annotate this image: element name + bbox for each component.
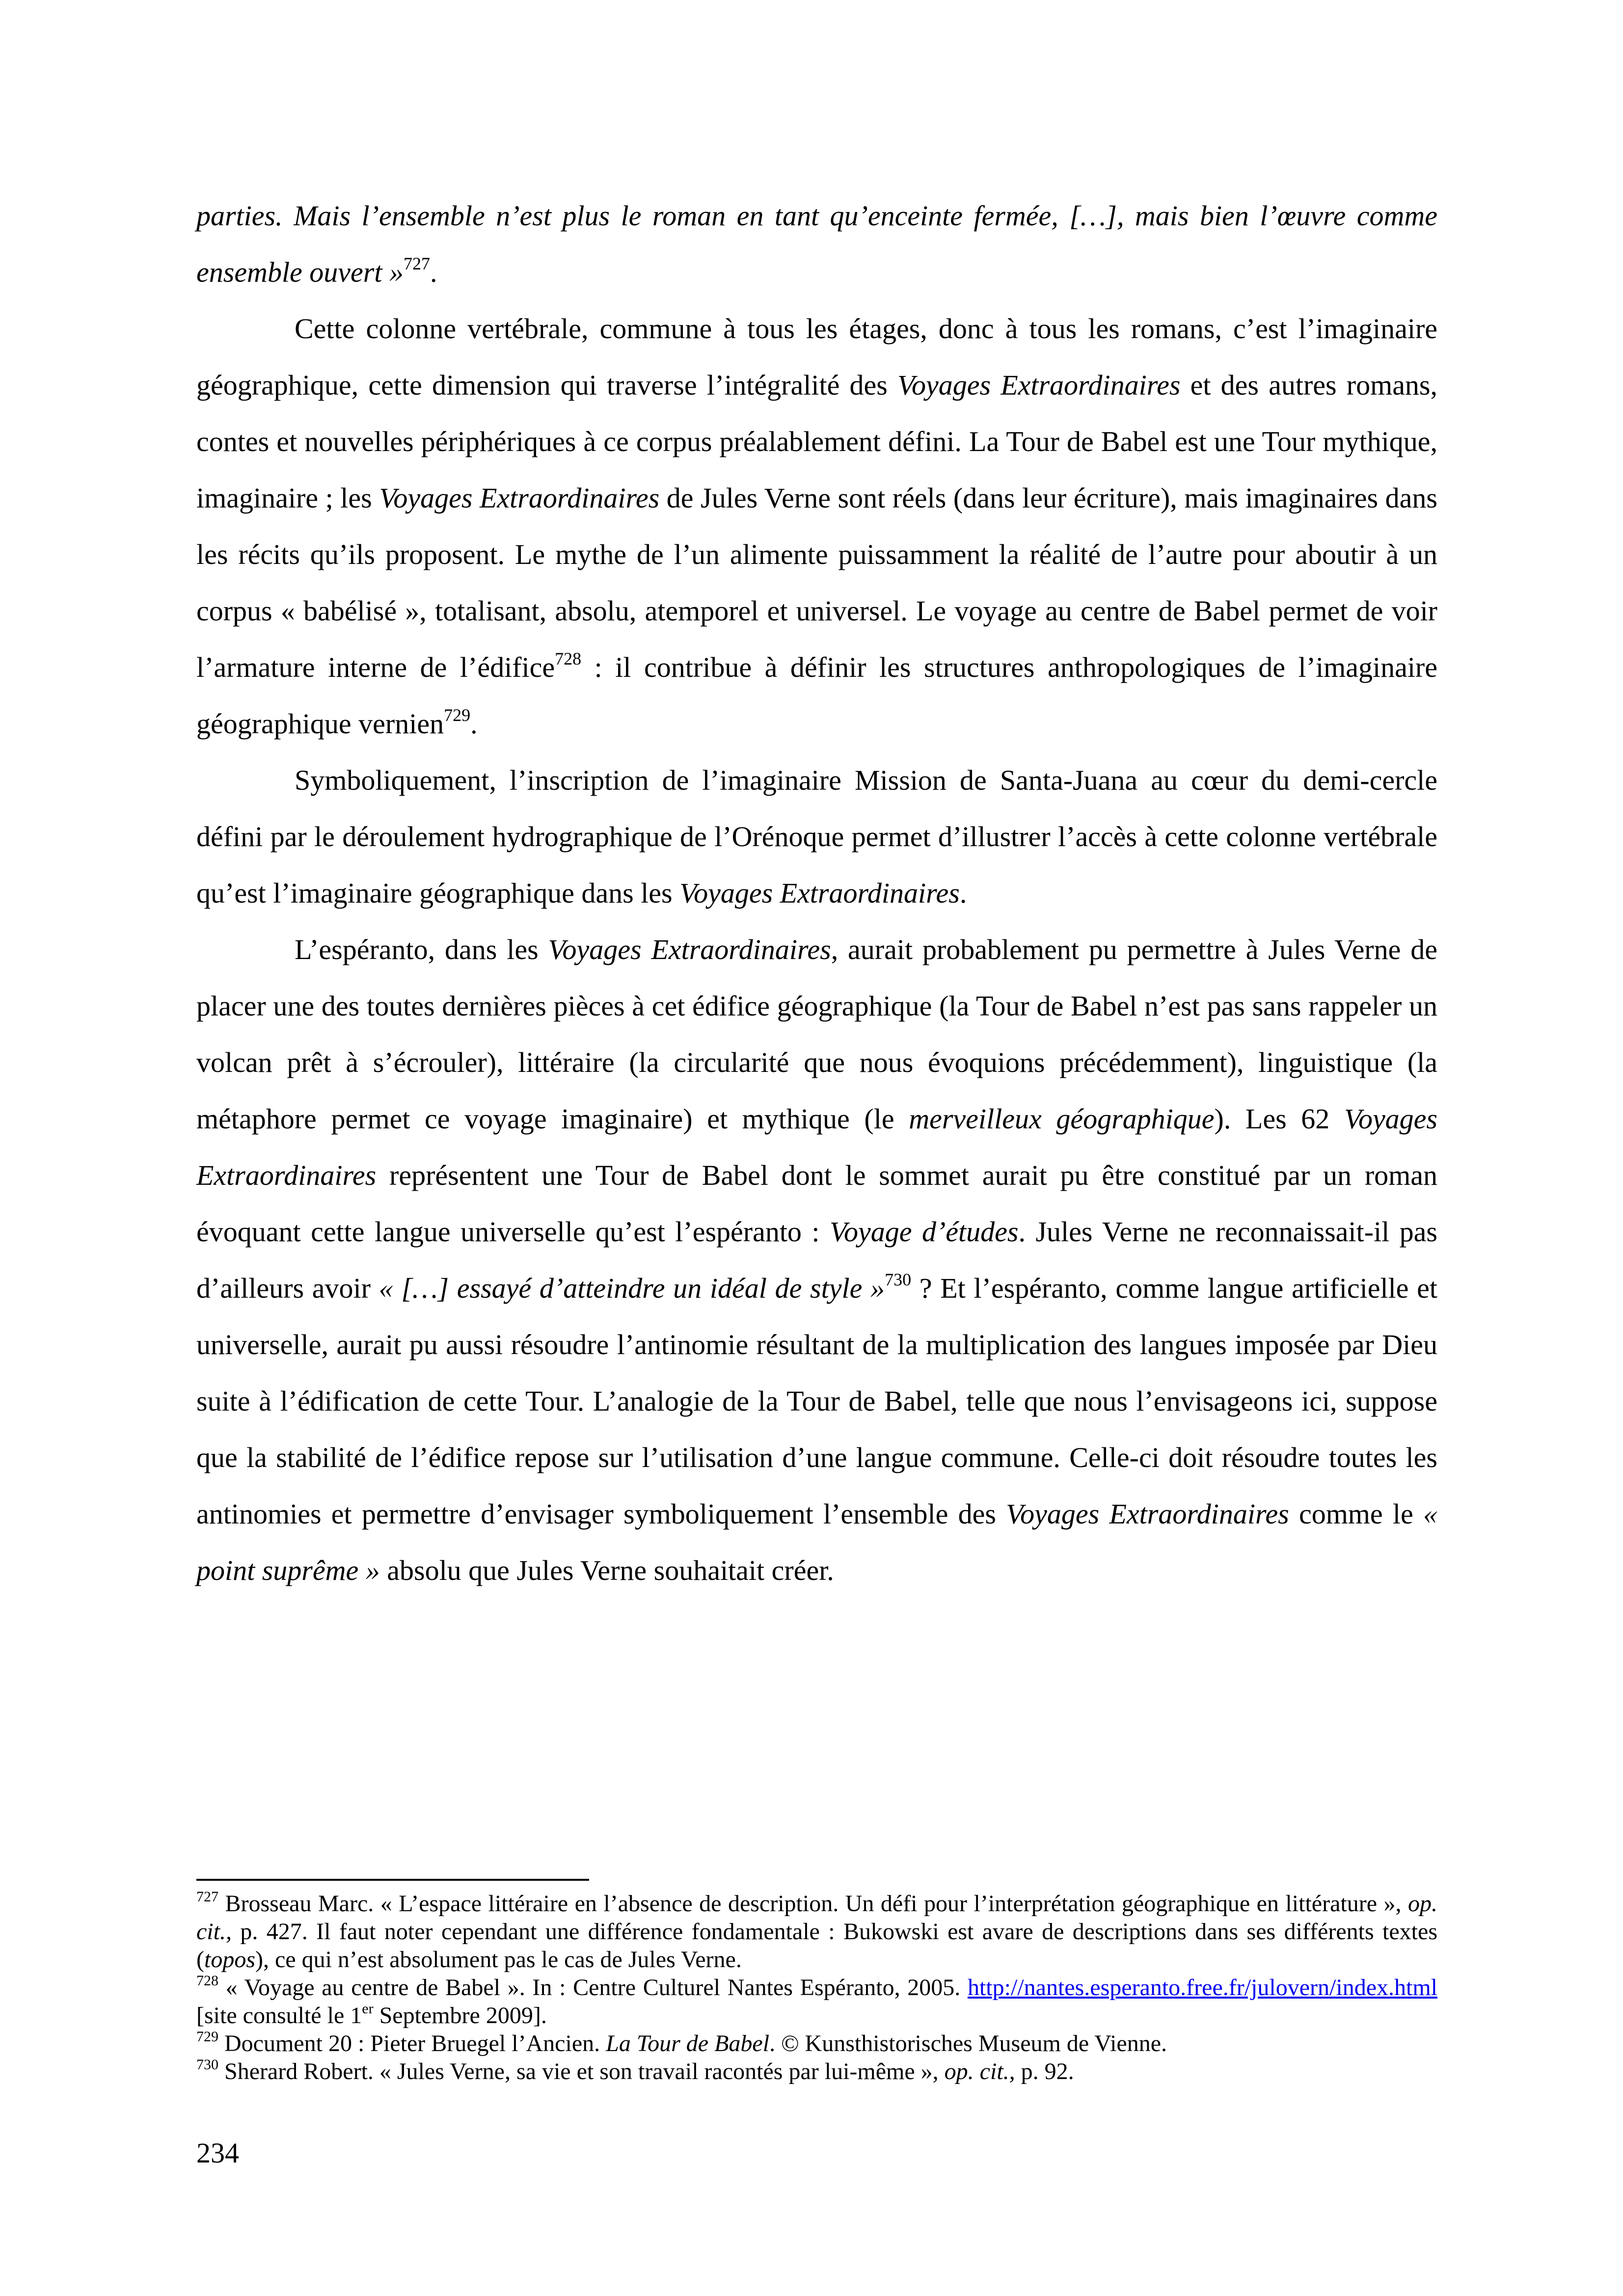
footnote-marker: 730: [885, 1270, 912, 1289]
body-paragraph: [196, 752, 1437, 921]
text-run: p. 427. Il faut noter cependant une différence fondamentale : Bukowski est avare de descriptions dans ses différents textes (: [196, 1919, 1437, 1973]
italic-text: Voyages Extraordinaires: [1006, 1498, 1289, 1530]
text-run: Document 20 : Pieter Bruegel l’Ancien.: [218, 2030, 606, 2056]
footnote-link[interactable]: http://nantes.esperanto.free.fr/julovern/index.html: [967, 1975, 1437, 2001]
footnote: [196, 1890, 1437, 1974]
italic-text: topos: [204, 1947, 255, 1973]
text-run: et des autres romans, contes et nouvelles périphériques à ce corpus préalablement défini. La Tour de Babel est une Tour mythique, imaginaire ; les: [196, 369, 1438, 514]
text-run: « Voyage au centre de Babel ». In : Centre Culturel Nantes Espéranto, 2005.: [218, 1975, 968, 2001]
body-paragraph: [196, 921, 1437, 1599]
text-run: Cette colonne vertébrale, commune à tous les étages, donc à tous les romans, c’est l’imaginaire géographique, cette dimension qui traverse l’intégralité des: [196, 313, 1437, 401]
text-run: Sherard Robert. « Jules Verne, sa vie et son travail racontés par lui-même »,: [218, 2058, 945, 2084]
text-run: .: [470, 708, 478, 740]
text-run: . Jules Verne ne reconnaissait-il pas d’ailleurs avoir: [196, 1216, 1437, 1304]
italic-text: « point suprême »: [196, 1498, 1437, 1586]
text-run: ), ce qui n’est absolument pas le cas de Jules Verne.: [255, 1947, 742, 1973]
text-run: .: [430, 256, 437, 288]
italic-text: Voyages Extraordinaires: [548, 934, 831, 965]
text-run: de Jules Verne sont réels (dans leur écriture), mais imaginaires dans les récits qu’ils proposent. Le mythe de l’un alimente puissamment la réalité de l’autre pour aboutir à un corpus « babélisé », totalisant, absolu, atemporel et universel. Le voyage au centre de Babel permet de voir l’armature interne de l’édifice: [196, 482, 1437, 683]
page-number: 234: [196, 2137, 239, 2169]
text-run: p. 92.: [1015, 2058, 1074, 2084]
footnote-marker: 730: [196, 2056, 218, 2073]
footnote-marker: er: [362, 2001, 374, 2017]
italic-text: Voyages Extraordinaires: [379, 482, 660, 514]
body-paragraph: [196, 300, 1437, 752]
text-run: .: [959, 877, 967, 909]
footnote-marker: 728: [196, 1973, 218, 1989]
italic-text: Voyages Extraordinaires: [196, 1103, 1437, 1191]
text-run: ? Et l’espéranto, comme langue artificielle et universelle, aurait pu aussi résoudre l’antinomie résultant de la multiplication des langues imposée par Dieu suite à l’édification de cette Tour. L’analogie de la Tour de Babel, telle que nous l’envisageons ici, suppose que la stabilité de l’édifice repose sur l’utilisation d’une langue commune. Celle-ci doit résoudre toutes les antinomies et permettre d’envisager symboliquement l’ensemble des: [196, 1272, 1438, 1530]
text-run: absolu que Jules Verne souhaitait créer.: [379, 1554, 834, 1586]
italic-text: « […] essayé d’atteindre un idéal de style »: [379, 1272, 885, 1304]
italic-text: merveilleux géographique: [909, 1103, 1215, 1135]
footnote-marker: 729: [444, 705, 471, 725]
text-run: , aurait probablement pu permettre à Jules Verne de placer une des toutes dernières pièces à cet édifice géographique (la Tour de Babel n’est pas sans rappeler un volcan prêt à s’écrouler), littéraire (la circularité que nous évoquions précédemment), linguistique (la métaphore permet ce voyage imaginaire) et mythique (le: [196, 934, 1437, 1135]
footnote: [196, 2029, 1437, 2057]
footnote-separator: [196, 1879, 589, 1881]
italic-text: op. cit.,: [196, 1891, 1437, 1945]
body-text: [196, 187, 1437, 1599]
footnote-marker: 727: [403, 254, 430, 273]
footnote-marker: 728: [555, 649, 582, 668]
text-run: . © Kunsthistorisches Museum de Vienne.: [769, 2030, 1167, 2056]
italic-text: Voyage d’études: [830, 1216, 1019, 1248]
text-run: Septembre 2009].: [373, 2002, 547, 2029]
body-paragraph: [196, 187, 1437, 300]
footnote: [196, 2057, 1437, 2085]
footnote: [196, 1974, 1437, 2029]
text-run: [site consulté le 1: [196, 2002, 362, 2029]
text-run: : il contribue à définir les structures anthropologiques de l’imaginaire géographique vernien: [196, 651, 1437, 740]
italic-text: Voyages Extraordinaires: [679, 877, 960, 909]
text-run: ). Les 62: [1214, 1103, 1344, 1135]
text-run: représentent une Tour de Babel dont le sommet aurait pu être constitué par un roman évoquant cette langue universelle qu’est l’espéranto :: [196, 1159, 1437, 1248]
footnote-marker: 729: [196, 2029, 218, 2045]
footnote-marker: 727: [196, 1889, 218, 1905]
text-run: Symboliquement, l’inscription de l’imaginaire Mission de Santa-Juana au cœur du demi-cercle défini par le déroulement hydrographique de l’Orénoque permet d’illustrer l’accès à cette colonne vertébrale qu’est l’imaginaire géographique dans les: [196, 764, 1437, 909]
italic-text: La Tour de Babel: [606, 2030, 770, 2056]
italic-text: op. cit.,: [944, 2058, 1015, 2084]
text-run: Brosseau Marc. « L’espace littéraire en l’absence de description. Un défi pour l’interprétation géographique en littérature »,: [218, 1891, 1408, 1917]
text-run: comme le: [1289, 1498, 1423, 1530]
footnotes: [196, 1890, 1437, 2085]
italic-text: parties. Mais l’ensemble n’est plus le roman en tant qu’enceinte fermée, […], mais bien l’œuvre comme ensemble ouvert »: [196, 200, 1437, 288]
text-run: L’espéranto, dans les: [295, 934, 548, 965]
italic-text: Voyages Extraordinaires: [897, 369, 1181, 401]
